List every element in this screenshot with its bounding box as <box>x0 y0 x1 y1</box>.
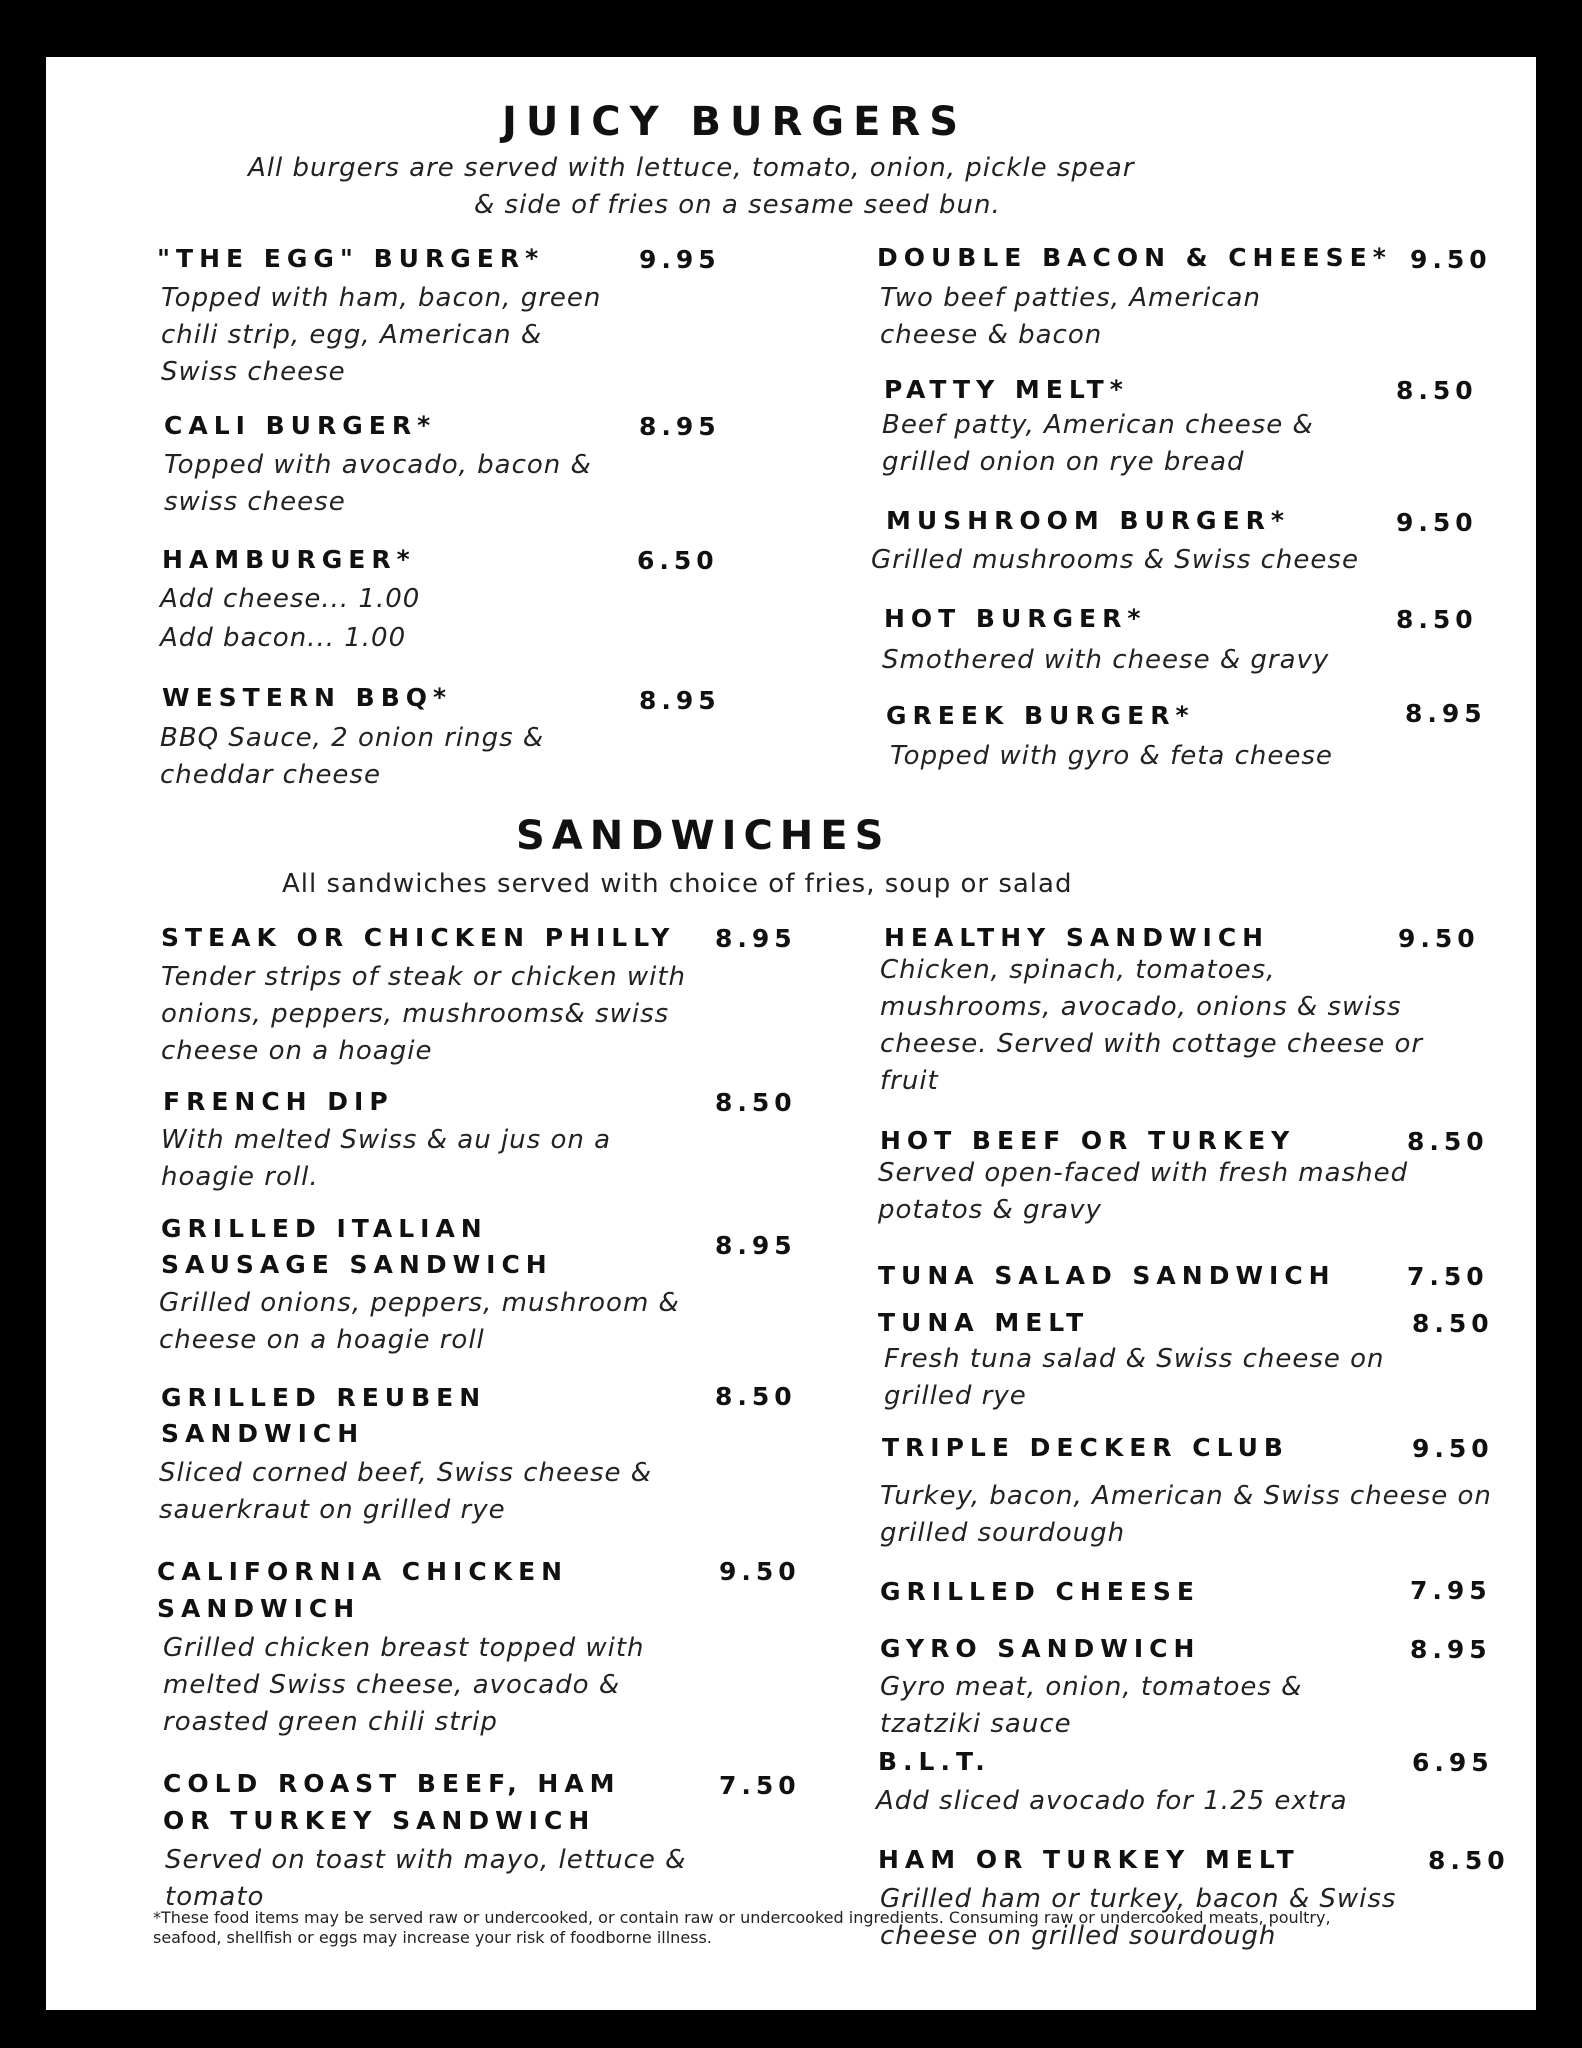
menu-item-price: 8.95 <box>639 686 721 715</box>
menu-item-price: 8.50 <box>1396 376 1478 405</box>
menu-item-price: 7.50 <box>1407 1262 1489 1291</box>
menu-item-desc: swiss cheese <box>164 487 346 517</box>
menu-item-desc: Sliced corned beef, Swiss cheese & <box>159 1458 653 1488</box>
menu-item-desc: Served open-faced with fresh mashed <box>878 1158 1409 1188</box>
menu-item-name: HAM OR TURKEY MELT <box>878 1845 1300 1874</box>
menu-item-desc: Grilled chicken breast topped with <box>163 1633 645 1663</box>
menu-item-desc: Swiss cheese <box>161 357 346 387</box>
menu-item-desc: Add sliced avocado for 1.25 extra <box>876 1786 1348 1816</box>
menu-item-name: SANDWICH <box>157 1594 361 1623</box>
menu-item-name: PATTY MELT* <box>884 375 1129 404</box>
menu-item-price: 9.50 <box>1412 1434 1494 1463</box>
menu-item-desc: Tender strips of steak or chicken with <box>161 962 686 992</box>
menu-item-name: STEAK OR CHICKEN PHILLY <box>161 923 676 952</box>
sandwiches-subtitle: All sandwiches served with choice of fries, soup or salad <box>282 869 1073 899</box>
menu-item-desc: tomato <box>165 1882 265 1912</box>
menu-item-desc: Topped with ham, bacon, green <box>161 283 602 313</box>
menu-item-name: GRILLED REUBEN <box>161 1383 487 1412</box>
menu-item-desc: BBQ Sauce, 2 onion rings & <box>160 723 545 753</box>
menu-item-desc: cheese. Served with cottage cheese or <box>880 1029 1424 1059</box>
menu-item-desc: cheese & bacon <box>880 320 1103 350</box>
menu-item-price: 9.50 <box>1410 245 1492 274</box>
raw-food-disclaimer: *These food items may be served raw or undercooked, or contain raw or undercooked ingredients. Consuming raw or undercooked meats, poultry, seafood, shellfish or eggs may increase your risk of foodborne illness. <box>153 1908 1331 1947</box>
menu-item-name: CALIFORNIA CHICKEN <box>157 1557 569 1586</box>
menu-item-name: TUNA SALAD SANDWICH <box>878 1261 1336 1290</box>
menu-item-name: TRIPLE DECKER CLUB <box>882 1433 1289 1462</box>
menu-item-name: COLD ROAST BEEF, HAM <box>163 1769 621 1798</box>
menu-item-name: SANDWICH <box>161 1419 365 1448</box>
menu-item-name: FRENCH DIP <box>163 1087 394 1116</box>
menu-item-price: 7.95 <box>1410 1576 1492 1605</box>
menu-item-desc: Turkey, bacon, American & Swiss cheese on <box>880 1481 1492 1511</box>
menu-item-name: TUNA MELT <box>878 1308 1090 1337</box>
menu-item-name: B.L.T. <box>878 1747 991 1776</box>
menu-item-desc: Grilled onions, peppers, mushroom & <box>159 1288 680 1318</box>
sandwiches-title: SANDWICHES <box>516 813 891 859</box>
menu-item-desc: Smothered with cheese & gravy <box>882 645 1330 675</box>
menu-item-desc: Fresh tuna salad & Swiss cheese on <box>884 1344 1385 1374</box>
menu-item-price: 8.50 <box>1428 1846 1510 1875</box>
menu-item-price: 6.95 <box>1412 1748 1494 1777</box>
menu-item-price: 6.50 <box>637 546 719 575</box>
menu-item-desc: sauerkraut on grilled rye <box>159 1495 506 1525</box>
menu-item-price: 9.95 <box>639 245 721 274</box>
menu-item-name: HAMBURGER* <box>162 545 416 574</box>
menu-item-desc: grilled sourdough <box>880 1518 1126 1548</box>
menu-item-name: SAUSAGE SANDWICH <box>161 1250 553 1279</box>
menu-item-desc: cheese on a hoagie <box>161 1036 433 1066</box>
menu-item-name: DOUBLE BACON & CHEESE* <box>877 243 1392 272</box>
menu-item-desc: mushrooms, avocado, onions & swiss <box>880 992 1402 1022</box>
menu-item-price: 8.50 <box>1412 1309 1494 1338</box>
menu-item-desc: Two beef patties, American <box>880 283 1261 313</box>
menu-item-desc: Grilled mushrooms & Swiss cheese <box>871 545 1359 575</box>
menu-item-desc: hoagie roll. <box>161 1162 319 1192</box>
menu-item-desc: chili strip, egg, American & <box>161 320 543 350</box>
menu-item-name: GREEK BURGER* <box>886 701 1195 730</box>
menu-item-price: 8.50 <box>1396 605 1478 634</box>
menu-item-desc: Served on toast with mayo, lettuce & <box>165 1845 687 1875</box>
menu-item-desc: roasted green chili strip <box>163 1707 498 1737</box>
menu-item-desc: Chicken, spinach, tomatoes, <box>880 955 1276 985</box>
menu-item-name: HEALTHY SANDWICH <box>884 923 1270 952</box>
menu-item-desc: cheese on grilled sourdough <box>880 1921 1277 1951</box>
menu-item-name: GRILLED CHEESE <box>880 1577 1200 1606</box>
menu-item-desc: Add cheese... 1.00 <box>160 584 421 614</box>
menu-item-desc: Add bacon... 1.00 <box>160 623 407 653</box>
menu-item-desc: Topped with avocado, bacon & <box>164 450 592 480</box>
menu-item-name: GRILLED ITALIAN <box>161 1214 488 1243</box>
menu-item-price: 8.95 <box>715 924 797 953</box>
menu-item-price: 8.50 <box>715 1382 797 1411</box>
menu-item-price: 9.50 <box>719 1557 801 1586</box>
menu-item-desc: melted Swiss cheese, avocado & <box>163 1670 621 1700</box>
menu-item-name: CALI BURGER* <box>164 411 437 440</box>
menu-item-desc: grilled onion on rye bread <box>882 447 1245 477</box>
menu-item-price: 8.95 <box>639 412 721 441</box>
menu-item-desc: Gyro meat, onion, tomatoes & <box>880 1672 1303 1702</box>
menu-item-desc: cheddar cheese <box>160 760 381 790</box>
menu-item-name: OR TURKEY SANDWICH <box>163 1806 596 1835</box>
menu-item-desc: grilled rye <box>884 1381 1027 1411</box>
menu-item-desc: cheese on a hoagie roll <box>159 1325 485 1355</box>
menu-item-price: 8.50 <box>1407 1127 1489 1156</box>
menu-item-desc: tzatziki sauce <box>880 1709 1072 1739</box>
menu-item-desc: Beef patty, American cheese & <box>882 410 1314 440</box>
menu-item-desc: onions, peppers, mushrooms& swiss <box>161 999 670 1029</box>
menu-item-name: HOT BEEF OR TURKEY <box>880 1126 1296 1155</box>
menu-item-name: "THE EGG" BURGER* <box>157 244 545 273</box>
burgers-title: JUICY BURGERS <box>502 99 968 145</box>
menu-item-desc: With melted Swiss & au jus on a <box>161 1125 612 1155</box>
menu-item-price: 8.50 <box>715 1088 797 1117</box>
menu-item-name: MUSHROOM BURGER* <box>886 506 1290 535</box>
menu-item-price: 7.50 <box>719 1771 801 1800</box>
menu-item-desc: potatos & gravy <box>878 1195 1102 1225</box>
menu-item-name: GYRO SANDWICH <box>880 1634 1201 1663</box>
menu-item-price: 8.95 <box>1410 1635 1492 1664</box>
menu-item-name: HOT BURGER* <box>884 604 1147 633</box>
menu-item-desc: fruit <box>880 1066 939 1096</box>
burgers-subtitle-line2: & side of fries on a sesame seed bun. <box>474 190 1001 220</box>
menu-item-name: WESTERN BBQ* <box>162 683 453 712</box>
menu-item-price: 9.50 <box>1398 924 1480 953</box>
menu-item-desc: Grilled ham or turkey, bacon & Swiss <box>880 1884 1397 1914</box>
menu-item-price: 8.95 <box>715 1231 797 1260</box>
burgers-subtitle-line1: All burgers are served with lettuce, tomato, onion, pickle spear <box>248 153 1135 183</box>
menu-item-desc: Topped with gyro & feta cheese <box>890 741 1333 771</box>
menu-item-price: 8.95 <box>1405 699 1487 728</box>
menu-item-price: 9.50 <box>1396 508 1478 537</box>
